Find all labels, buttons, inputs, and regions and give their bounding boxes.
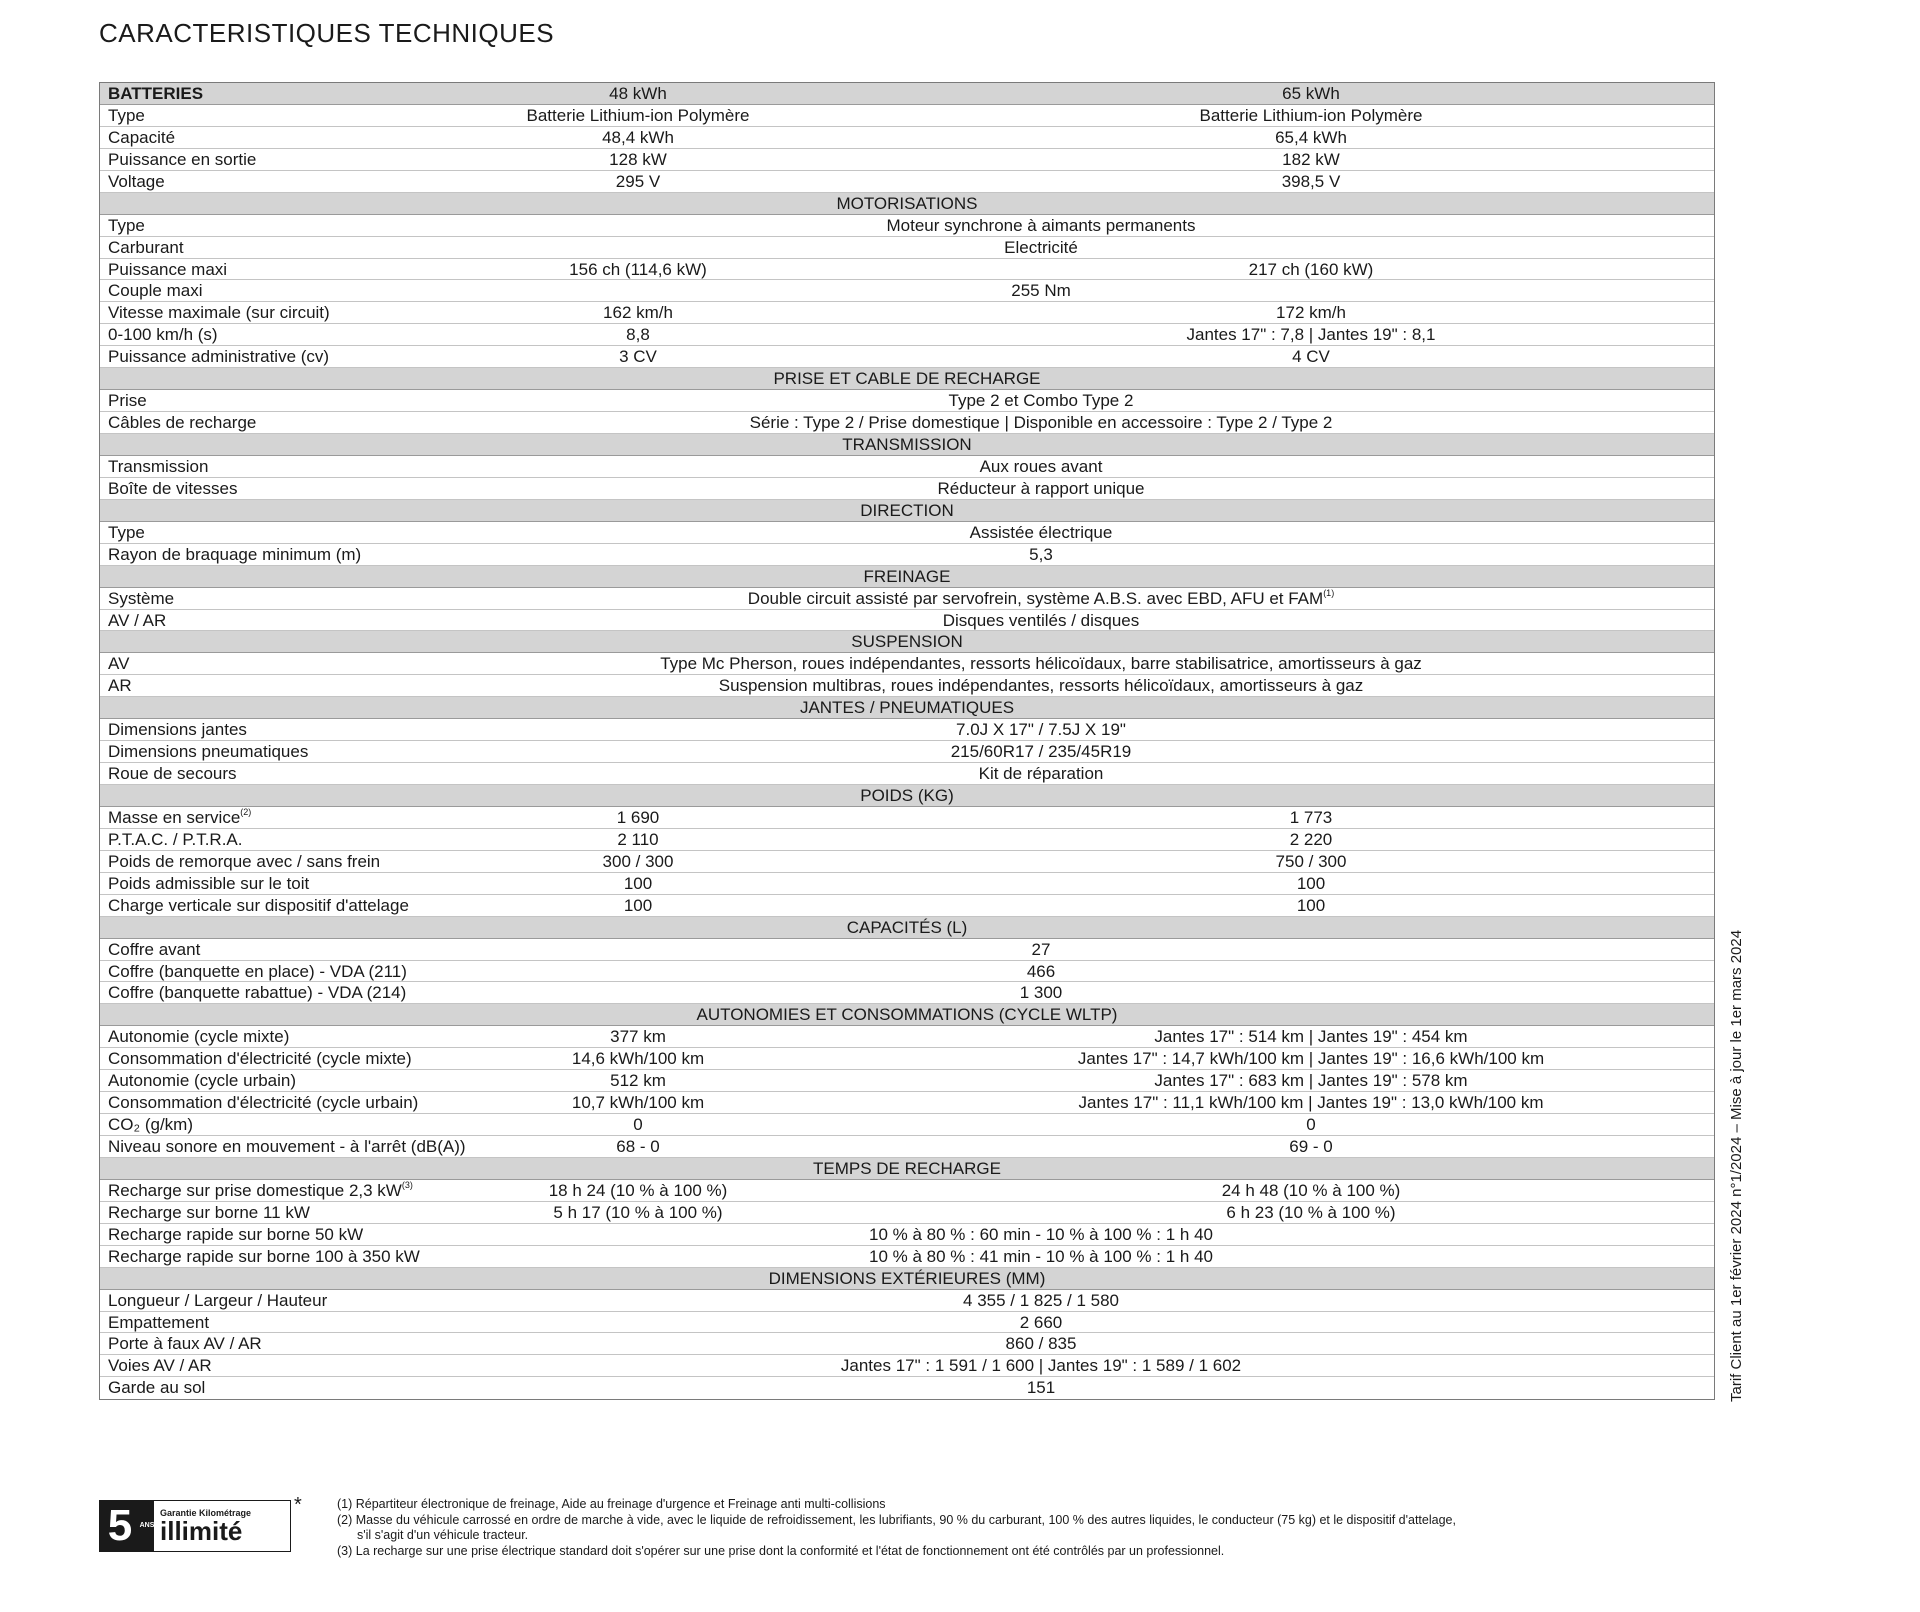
footnotes bbox=[337, 1497, 1456, 1559]
spec-value-merged: 466 bbox=[1026, 961, 1056, 981]
section-header-row bbox=[100, 917, 1714, 939]
spec-label: Système bbox=[108, 588, 175, 608]
spec-value-merged: Aux roues avant bbox=[979, 456, 1103, 476]
spec-value-65kwh: 182 kW bbox=[1282, 149, 1340, 169]
spec-value-48kwh: 48,4 kWh bbox=[602, 127, 674, 147]
spec-row bbox=[100, 1136, 1714, 1158]
spec-label: Boîte de vitesses bbox=[108, 478, 238, 498]
spec-row bbox=[100, 807, 1714, 829]
badge-small-text: Garantie Kilométrage bbox=[160, 1508, 252, 1518]
spec-value-65kwh: 2 220 bbox=[1289, 829, 1333, 849]
spec-label: Vitesse maximale (sur circuit) bbox=[108, 303, 330, 323]
section-title: SUSPENSION bbox=[851, 632, 963, 652]
spec-value-merged: Suspension multibras, roues indépendantes, ressorts hélicoïdaux, amortisseurs à gaz bbox=[718, 676, 1364, 696]
section-header-row bbox=[100, 697, 1714, 719]
badge-years: ANS bbox=[140, 1501, 154, 1551]
spec-label: Empattement bbox=[108, 1312, 210, 1332]
spec-label: Couple maxi bbox=[108, 281, 203, 301]
section-title: POIDS (KG) bbox=[860, 786, 954, 805]
footnote-ref: (2) bbox=[240, 806, 252, 817]
spec-row bbox=[100, 1026, 1714, 1048]
spec-row bbox=[100, 237, 1714, 259]
spec-value-merged: 27 bbox=[1031, 939, 1051, 959]
section-title: CAPACITÉS (L) bbox=[846, 917, 968, 937]
spec-table bbox=[99, 82, 1715, 1400]
section-title: DIRECTION bbox=[860, 500, 954, 520]
spec-row bbox=[100, 522, 1714, 544]
spec-row bbox=[100, 1333, 1714, 1355]
section-title: FREINAGE bbox=[863, 566, 951, 586]
spec-value-48kwh: 1 690 bbox=[616, 807, 660, 827]
side-note: Tarif Client au 1er février 2024 n°1/2024 – Mise à jour le 1er mars 2024 bbox=[1728, 929, 1745, 1402]
footnote-ref: (1) bbox=[1323, 587, 1335, 598]
spec-row bbox=[100, 259, 1714, 281]
spec-value-48kwh: 14,6 kWh/100 km bbox=[571, 1049, 705, 1069]
spec-value-65kwh: 65 kWh bbox=[1282, 84, 1340, 103]
spec-value-merged: 255 Nm bbox=[1011, 281, 1071, 301]
spec-label: Type bbox=[108, 215, 145, 235]
spec-value-merged: 2 660 bbox=[1019, 1312, 1063, 1332]
spec-row bbox=[100, 83, 1714, 105]
spec-row bbox=[100, 544, 1714, 566]
spec-value-65kwh: 65,4 kWh bbox=[1275, 127, 1347, 147]
warranty-badge bbox=[99, 1500, 291, 1552]
spec-row bbox=[100, 873, 1714, 895]
section-title: TEMPS DE RECHARGE bbox=[813, 1158, 1001, 1178]
spec-value-48kwh: 128 kW bbox=[609, 149, 667, 169]
spec-row bbox=[100, 763, 1714, 785]
spec-label: BATTERIES bbox=[108, 84, 204, 103]
badge-big-text: illimité bbox=[160, 1516, 243, 1546]
spec-label: Poids de remorque avec / sans frein bbox=[108, 851, 381, 871]
spec-value-48kwh: 10,7 kWh/100 km bbox=[571, 1093, 705, 1113]
section-header-row bbox=[100, 1158, 1714, 1180]
spec-row bbox=[100, 412, 1714, 434]
spec-label: CO₂ (g/km) bbox=[108, 1115, 193, 1135]
footnote-1: (1) Répartiteur électronique de freinage, Aide au freinage d'urgence et Freinage anti multi-collisions bbox=[337, 1497, 886, 1511]
spec-label: Masse en service$^{(2)}$ bbox=[108, 806, 252, 827]
spec-row bbox=[100, 280, 1714, 302]
spec-label: Puissance en sortie bbox=[108, 149, 257, 169]
spec-value-65kwh: Jantes 17" : 14,7 kWh/100 km | Jantes 19" : 16,6 kWh/100 km bbox=[1077, 1049, 1545, 1069]
spec-value-65kwh: Jantes 17" : 683 km | Jantes 19" : 578 km bbox=[1154, 1071, 1468, 1091]
spec-label: Poids admissible sur le toit bbox=[108, 873, 310, 893]
spec-label: Consommation d'électricité (cycle mixte) bbox=[108, 1049, 412, 1069]
spec-value-48kwh: 100 bbox=[623, 895, 653, 915]
spec-value-merged: Moteur synchrone à aimants permanents bbox=[886, 215, 1196, 235]
spec-label: Autonomie (cycle urbain) bbox=[108, 1071, 297, 1091]
spec-label: Puissance administrative (cv) bbox=[108, 347, 330, 367]
spec-value-merged: Electricité bbox=[1004, 237, 1078, 257]
spec-row bbox=[100, 588, 1714, 610]
spec-label: Garde au sol bbox=[108, 1378, 206, 1398]
spec-label: Porte à faux AV / AR bbox=[108, 1334, 262, 1354]
spec-label: Transmission bbox=[108, 456, 209, 476]
spec-row bbox=[100, 1224, 1714, 1246]
spec-row bbox=[100, 1092, 1714, 1114]
spec-row bbox=[100, 1246, 1714, 1268]
spec-row bbox=[100, 1048, 1714, 1070]
spec-label: Voies AV / AR bbox=[108, 1356, 212, 1376]
page-title: CARACTERISTIQUES TECHNIQUES bbox=[99, 18, 555, 48]
spec-value-merged: 4 355 / 1 825 / 1 580 bbox=[963, 1290, 1119, 1310]
spec-value-48kwh: 100 bbox=[623, 873, 653, 893]
spec-label: AR bbox=[108, 676, 132, 696]
spec-value-merged: 860 / 835 bbox=[1005, 1334, 1077, 1354]
spec-row bbox=[100, 171, 1714, 193]
spec-row bbox=[100, 829, 1714, 851]
section-title: TRANSMISSION bbox=[842, 435, 972, 454]
badge-text bbox=[154, 1501, 290, 1551]
spec-value-48kwh: 8,8 bbox=[626, 325, 650, 345]
spec-value-merged: 151 bbox=[1026, 1378, 1056, 1398]
spec-row bbox=[100, 346, 1714, 368]
spec-value-merged: Réducteur à rapport unique bbox=[937, 478, 1145, 498]
spec-value-65kwh: 24 h 48 (10 % à 100 %) bbox=[1221, 1180, 1401, 1200]
spec-row bbox=[100, 1070, 1714, 1092]
spec-label: Autonomie (cycle mixte) bbox=[108, 1027, 290, 1047]
spec-value-48kwh: 162 km/h bbox=[603, 303, 673, 323]
spec-label: AV bbox=[108, 654, 130, 674]
spec-label: Rayon de braquage minimum (m) bbox=[108, 544, 362, 564]
spec-value-48kwh: 377 km bbox=[610, 1027, 666, 1047]
spec-label: Recharge sur borne 11 kW bbox=[108, 1202, 310, 1222]
section-title: DIMENSIONS EXTÉRIEURES (MM) bbox=[768, 1268, 1046, 1288]
section-header-row bbox=[100, 193, 1714, 215]
spec-value-48kwh: 295 V bbox=[615, 171, 661, 191]
footnote-2: (2) Masse du véhicule carrossé en ordre de marche à vide, avec le liquide de refroidissement, les lubrifiants, 90 % du carburant, 100 % des autres liquides, le conducteur (75 kg) et le dispositif d'attelage, bbox=[337, 1512, 1456, 1527]
spec-value-65kwh: 69 - 0 bbox=[1289, 1137, 1333, 1156]
section-header-row bbox=[100, 566, 1714, 588]
spec-row bbox=[100, 105, 1714, 127]
spec-value-merged: 5,3 bbox=[1029, 544, 1053, 564]
spec-value-merged: Type 2 et Combo Type 2 bbox=[948, 391, 1134, 411]
badge-asterisk: * bbox=[294, 1494, 302, 1516]
spec-label: Câbles de recharge bbox=[108, 413, 257, 433]
spec-value-65kwh: 217 ch (160 kW) bbox=[1248, 259, 1374, 279]
spec-row bbox=[100, 982, 1714, 1004]
spec-row bbox=[100, 741, 1714, 763]
section-header-row bbox=[100, 368, 1714, 390]
spec-row bbox=[100, 390, 1714, 412]
spec-row bbox=[100, 1114, 1714, 1136]
spec-value-merged: 10 % à 80 % : 41 min - 10 % à 100 % : 1 h 40 bbox=[869, 1246, 1213, 1266]
badge-number: 5 bbox=[100, 1501, 140, 1551]
section-header-row bbox=[100, 500, 1714, 522]
section-title: AUTONOMIES ET CONSOMMATIONS (CYCLE WLTP) bbox=[696, 1005, 1118, 1025]
spec-value-merged: Assistée électrique bbox=[969, 522, 1113, 542]
spec-label: Type bbox=[108, 522, 145, 542]
spec-row bbox=[100, 1355, 1714, 1377]
spec-label: Roue de secours bbox=[108, 764, 237, 784]
spec-label: Recharge sur prise domestique 2,3 $kW^{(3)}$ bbox=[108, 1179, 413, 1200]
section-header-row bbox=[100, 785, 1714, 807]
spec-row bbox=[100, 127, 1714, 149]
section-header-row bbox=[100, 631, 1714, 653]
spec-row bbox=[100, 719, 1714, 741]
spec-row bbox=[100, 939, 1714, 961]
spec-label: Carburant bbox=[108, 237, 184, 257]
spec-value-65kwh: Jantes 17" : 514 km | Jantes 19" : 454 km bbox=[1154, 1027, 1468, 1047]
spec-row bbox=[100, 851, 1714, 873]
spec-label: Puissance maxi bbox=[108, 259, 228, 279]
spec-value-48kwh: 68 - 0 bbox=[616, 1137, 660, 1156]
spec-value-65kwh: 4 CV bbox=[1292, 347, 1330, 367]
spec-value-48kwh: 48 kWh bbox=[609, 84, 667, 103]
spec-value-65kwh: 750 / 300 bbox=[1275, 851, 1347, 871]
spec-value-merged: Disques ventilés / disques bbox=[942, 610, 1140, 630]
spec-value-65kwh: 100 bbox=[1296, 895, 1326, 915]
footnote-2-cont: s'il s'agit d'un véhicule tracteur. bbox=[357, 1528, 529, 1542]
spec-value-65kwh: 100 bbox=[1296, 873, 1326, 893]
spec-row bbox=[100, 149, 1714, 171]
section-title: JANTES / PNEUMATIQUES bbox=[799, 698, 1015, 718]
spec-label: Recharge rapide sur borne 100 à 350 kW bbox=[108, 1246, 420, 1266]
spec-row bbox=[100, 653, 1714, 675]
spec-label: Coffre avant bbox=[108, 939, 201, 959]
spec-label: 0-100 km/h (s) bbox=[108, 325, 218, 345]
spec-value-65kwh: 1 773 bbox=[1289, 807, 1333, 827]
spec-value-65kwh: 172 km/h bbox=[1276, 303, 1346, 323]
spec-value-merged: Kit de réparation bbox=[978, 764, 1104, 784]
spec-label: AV / AR bbox=[108, 610, 167, 630]
section-header-row bbox=[100, 1004, 1714, 1026]
spec-label: Longueur / Largeur / Hauteur bbox=[108, 1290, 328, 1310]
spec-row bbox=[100, 456, 1714, 478]
spec-value-48kwh: 5 h 17 (10 % à 100 %) bbox=[553, 1202, 723, 1222]
spec-row bbox=[100, 1180, 1714, 1202]
spec-row bbox=[100, 961, 1714, 983]
spec-row bbox=[100, 1290, 1714, 1312]
spec-value-merged: 10 % à 80 % : 60 min - 10 % à 100 % : 1 h 40 bbox=[869, 1224, 1213, 1244]
spec-value-48kwh: 0 bbox=[633, 1115, 643, 1135]
section-title: MOTORISATIONS bbox=[836, 193, 978, 213]
spec-value-merged: Série : Type 2 / Prise domestique | Disponible en accessoire : Type 2 / Type 2 bbox=[749, 413, 1333, 433]
spec-value-65kwh: 0 bbox=[1306, 1115, 1316, 1135]
section-header-row bbox=[100, 434, 1714, 456]
spec-row bbox=[100, 1312, 1714, 1334]
spec-value-merged: Type Mc Pherson, roues indépendantes, ressorts hélicoïdaux, barre stabilisatrice, amortisseurs à gaz bbox=[660, 654, 1422, 674]
spec-value-65kwh: 398,5 V bbox=[1281, 171, 1341, 191]
spec-value-48kwh: 18 h 24 (10 % à 100 %) bbox=[548, 1180, 728, 1200]
spec-label: Prise bbox=[108, 391, 147, 411]
spec-label: P.T.A.C. / P.T.R.A. bbox=[108, 829, 243, 849]
spec-label: Recharge rapide sur borne 50 kW bbox=[108, 1224, 364, 1244]
spec-value-merged: 1 300 bbox=[1019, 983, 1063, 1003]
spec-label: Type bbox=[108, 105, 145, 125]
spec-row bbox=[100, 895, 1714, 917]
spec-value-merged: Double circuit assisté par servofrein, système A.B.S. avec EBD, AFU et FAM$^{(1)}$ bbox=[747, 587, 1335, 608]
spec-label: Consommation d'électricité (cycle urbain) bbox=[108, 1093, 419, 1113]
spec-value-48kwh: 512 km bbox=[610, 1071, 666, 1091]
spec-label: Voltage bbox=[108, 171, 165, 191]
spec-label: Capacité bbox=[108, 127, 176, 147]
footnote-3: (3) La recharge sur une prise électrique standard doit s'opérer sur une prise dont la conformité et l'état de fonctionnement ont été contrôlés par un professionnel. bbox=[337, 1543, 1225, 1558]
spec-value-48kwh: 3 CV bbox=[619, 347, 657, 367]
spec-value-merged: 7.0J X 17" / 7.5J X 19" bbox=[956, 720, 1126, 740]
spec-label: Coffre (banquette rabattue) - VDA (214) bbox=[108, 983, 407, 1003]
section-title: PRISE ET CABLE DE RECHARGE bbox=[773, 369, 1041, 389]
spec-label: Charge verticale sur dispositif d'attelage bbox=[108, 895, 409, 915]
spec-row bbox=[100, 1377, 1714, 1399]
spec-value-48kwh: 300 / 300 bbox=[602, 851, 674, 871]
spec-value-48kwh: 2 110 bbox=[617, 829, 659, 849]
spec-label: Dimensions jantes bbox=[108, 720, 247, 740]
spec-label: Niveau sonore en mouvement - à l'arrêt (dB(A)) bbox=[108, 1137, 466, 1156]
spec-value-65kwh: Jantes 17" : 7,8 | Jantes 19" : 8,1 bbox=[1186, 325, 1436, 345]
spec-row bbox=[100, 302, 1714, 324]
spec-value-48kwh: Batterie Lithium-ion Polymère bbox=[526, 105, 750, 125]
spec-value-65kwh: 6 h 23 (10 % à 100 %) bbox=[1226, 1202, 1396, 1222]
spec-row bbox=[100, 675, 1714, 697]
spec-value-65kwh: Jantes 17" : 11,1 kWh/100 km | Jantes 19" : 13,0 kWh/100 km bbox=[1078, 1093, 1544, 1113]
spec-row bbox=[100, 215, 1714, 237]
spec-row bbox=[100, 1202, 1714, 1224]
spec-value-48kwh: 156 ch (114,6 kW) bbox=[569, 259, 707, 279]
spec-value-merged: 215/60R17 / 235/45R19 bbox=[950, 742, 1132, 762]
spec-row bbox=[100, 324, 1714, 346]
section-header-row bbox=[100, 1268, 1714, 1290]
spec-value-65kwh: Batterie Lithium-ion Polymère bbox=[1199, 105, 1423, 125]
footnote-ref: (3) bbox=[401, 1179, 413, 1190]
spec-label: Coffre (banquette en place) - VDA (211) bbox=[108, 961, 407, 981]
spec-label: Dimensions pneumatiques bbox=[108, 742, 309, 762]
spec-row bbox=[100, 478, 1714, 500]
spec-row bbox=[100, 610, 1714, 632]
spec-value-merged: Jantes 17" : 1 591 / 1 600 | Jantes 19" : 1 589 / 1 602 bbox=[840, 1356, 1242, 1376]
